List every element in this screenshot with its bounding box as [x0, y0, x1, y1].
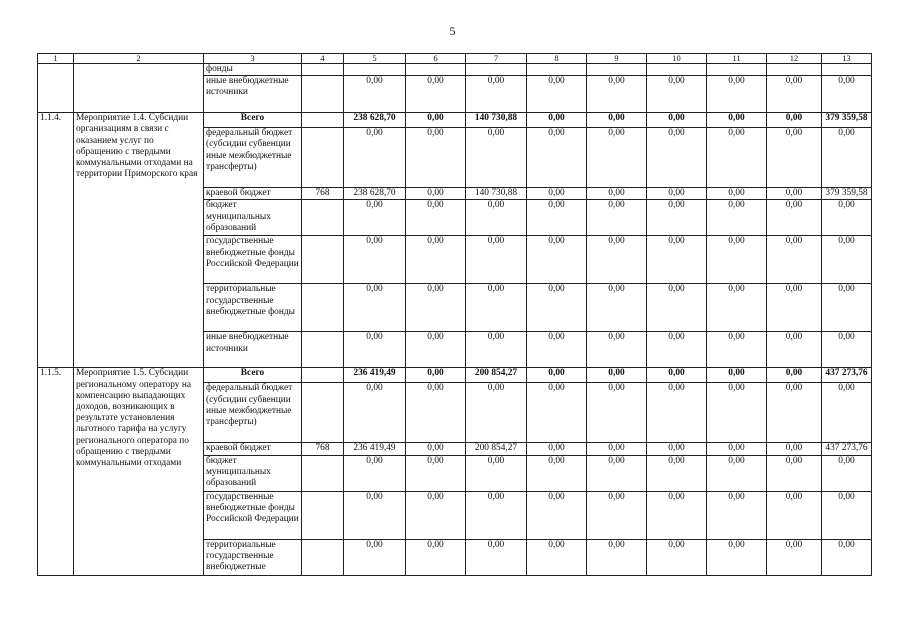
value-cell: 140 730,88	[466, 113, 527, 128]
code-cell	[302, 76, 344, 113]
code-cell	[302, 128, 344, 188]
column-number-row	[38, 54, 872, 64]
value-cell: 0,00	[822, 383, 872, 443]
funding-source-cell: краевой бюджет	[204, 443, 302, 455]
value-cell: 0,00	[406, 113, 466, 128]
value-cell: 200 854,27	[466, 368, 527, 383]
value-cell: 0,00	[822, 539, 872, 575]
value-cell	[707, 64, 767, 76]
value-cell: 0,00	[344, 284, 406, 332]
value-cell: 0,00	[767, 236, 822, 284]
measure-name-cell	[74, 64, 204, 113]
col-num: 11	[707, 54, 767, 64]
value-cell: 0,00	[587, 539, 647, 575]
value-cell: 0,00	[822, 284, 872, 332]
value-cell: 0,00	[822, 455, 872, 491]
value-cell: 0,00	[647, 76, 707, 113]
code-cell	[302, 332, 344, 368]
code-cell	[302, 539, 344, 575]
value-cell: 0,00	[587, 113, 647, 128]
value-cell: 0,00	[707, 383, 767, 443]
value-cell	[527, 64, 587, 76]
value-cell: 0,00	[707, 200, 767, 236]
code-cell	[302, 64, 344, 76]
measure-name: Мероприятие 1.5. Субсидии региональному оператору на компенсацию выпадающих доходов, возникающих в результате установления льготного тарифа на услугу регионального оператора по обращению с твердыми коммунальными отходами	[74, 368, 204, 575]
value-cell: 0,00	[822, 332, 872, 368]
value-cell: 0,00	[406, 455, 466, 491]
value-cell: 0,00	[406, 443, 466, 455]
value-cell: 236 419,49	[344, 368, 406, 383]
value-cell: 0,00	[527, 332, 587, 368]
value-cell: 0,00	[344, 455, 406, 491]
funding-source-cell: государственные внебюджетные фонды Российской Федерации	[204, 236, 302, 284]
value-cell: 379 359,58	[822, 113, 872, 128]
value-cell	[767, 64, 822, 76]
value-cell: 0,00	[466, 236, 527, 284]
col-num: 12	[767, 54, 822, 64]
value-cell: 0,00	[527, 113, 587, 128]
value-cell: 0,00	[587, 76, 647, 113]
value-cell: 0,00	[767, 455, 822, 491]
value-cell: 0,00	[406, 236, 466, 284]
value-cell: 0,00	[767, 383, 822, 443]
value-cell: 0,00	[344, 76, 406, 113]
value-cell: 0,00	[587, 188, 647, 200]
table-row	[38, 368, 872, 383]
value-cell: 0,00	[822, 128, 872, 188]
value-cell: 0,00	[707, 443, 767, 455]
value-cell: 0,00	[527, 491, 587, 539]
col-num: 3	[204, 54, 302, 64]
value-cell: 0,00	[587, 200, 647, 236]
funding-source-cell: фонды	[204, 64, 302, 76]
value-cell: 0,00	[344, 236, 406, 284]
value-cell: 0,00	[466, 128, 527, 188]
value-cell	[822, 64, 872, 76]
code-cell	[302, 284, 344, 332]
value-cell: 140 730,88	[466, 188, 527, 200]
value-cell: 0,00	[647, 368, 707, 383]
value-cell: 0,00	[587, 236, 647, 284]
value-cell: 0,00	[344, 491, 406, 539]
col-num: 2	[74, 54, 204, 64]
code-cell	[302, 491, 344, 539]
col-num: 6	[406, 54, 466, 64]
col-num: 1	[38, 54, 74, 64]
value-cell: 0,00	[707, 188, 767, 200]
value-cell: 0,00	[767, 332, 822, 368]
value-cell	[587, 64, 647, 76]
table-row	[38, 113, 872, 128]
value-cell: 0,00	[767, 284, 822, 332]
value-cell: 0,00	[767, 539, 822, 575]
value-cell: 0,00	[647, 455, 707, 491]
value-cell: 437 273,76	[822, 443, 872, 455]
funding-source-cell: Всего	[204, 113, 302, 128]
value-cell: 0,00	[466, 200, 527, 236]
value-cell: 0,00	[822, 76, 872, 113]
value-cell: 0,00	[707, 332, 767, 368]
value-cell: 236 419,49	[344, 443, 406, 455]
value-cell: 0,00	[466, 76, 527, 113]
value-cell: 0,00	[822, 491, 872, 539]
value-cell: 0,00	[767, 200, 822, 236]
value-cell: 0,00	[527, 539, 587, 575]
value-cell: 0,00	[406, 188, 466, 200]
value-cell: 0,00	[587, 332, 647, 368]
value-cell: 0,00	[707, 455, 767, 491]
value-cell: 0,00	[587, 284, 647, 332]
page-number: 5	[449, 24, 456, 38]
value-cell: 0,00	[587, 443, 647, 455]
value-cell: 0,00	[647, 188, 707, 200]
code-cell	[302, 455, 344, 491]
col-num: 7	[466, 54, 527, 64]
code-cell: 768	[302, 188, 344, 200]
budget-table	[37, 53, 872, 576]
value-cell: 0,00	[527, 200, 587, 236]
table-body	[38, 54, 872, 576]
value-cell: 0,00	[587, 368, 647, 383]
funding-source-cell: федеральный бюджет (субсидии субвенции иные межбюджетные трансферты)	[204, 128, 302, 188]
measure-index: 1.1.4.	[38, 113, 74, 368]
value-cell: 0,00	[466, 383, 527, 443]
value-cell: 0,00	[647, 443, 707, 455]
value-cell	[466, 64, 527, 76]
value-cell: 0,00	[344, 539, 406, 575]
value-cell: 0,00	[587, 455, 647, 491]
value-cell: 0,00	[767, 128, 822, 188]
value-cell: 0,00	[647, 236, 707, 284]
table-row	[38, 64, 872, 76]
value-cell: 0,00	[767, 368, 822, 383]
value-cell: 200 854,27	[466, 443, 527, 455]
funding-source-cell: иные внебюджетные источники	[204, 332, 302, 368]
value-cell: 0,00	[344, 128, 406, 188]
value-cell: 0,00	[406, 383, 466, 443]
value-cell: 0,00	[406, 539, 466, 575]
value-cell: 379 359,58	[822, 188, 872, 200]
value-cell: 0,00	[647, 539, 707, 575]
value-cell	[647, 64, 707, 76]
col-num: 13	[822, 54, 872, 64]
value-cell: 0,00	[527, 455, 587, 491]
col-num: 9	[587, 54, 647, 64]
value-cell: 0,00	[707, 76, 767, 113]
value-cell: 437 273,76	[822, 368, 872, 383]
value-cell: 0,00	[527, 443, 587, 455]
code-cell	[302, 383, 344, 443]
value-cell: 238 628,70	[344, 113, 406, 128]
measure-index: 1.1.5.	[38, 368, 74, 575]
value-cell: 0,00	[527, 236, 587, 284]
value-cell: 0,00	[466, 284, 527, 332]
value-cell: 0,00	[527, 368, 587, 383]
value-cell: 0,00	[822, 200, 872, 236]
funding-source-cell: бюджет муниципальных образований	[204, 200, 302, 236]
value-cell: 0,00	[466, 491, 527, 539]
value-cell: 0,00	[344, 383, 406, 443]
value-cell: 0,00	[707, 368, 767, 383]
value-cell: 0,00	[587, 383, 647, 443]
value-cell: 0,00	[707, 113, 767, 128]
value-cell: 0,00	[527, 188, 587, 200]
value-cell: 0,00	[406, 200, 466, 236]
funding-source-cell: федеральный бюджет (субсидии субвенции иные межбюджетные трансферты)	[204, 383, 302, 443]
funding-source-cell: Всего	[204, 368, 302, 383]
code-cell	[302, 200, 344, 236]
value-cell: 0,00	[466, 455, 527, 491]
value-cell: 0,00	[527, 128, 587, 188]
value-cell: 0,00	[344, 332, 406, 368]
col-num: 4	[302, 54, 344, 64]
value-cell	[344, 64, 406, 76]
value-cell: 0,00	[707, 128, 767, 188]
value-cell: 0,00	[587, 491, 647, 539]
value-cell: 0,00	[647, 113, 707, 128]
value-cell: 0,00	[406, 332, 466, 368]
value-cell: 0,00	[406, 76, 466, 113]
value-cell: 0,00	[647, 491, 707, 539]
value-cell: 0,00	[406, 128, 466, 188]
value-cell: 0,00	[344, 200, 406, 236]
code-cell	[302, 113, 344, 128]
measure-name: Мероприятие 1.4. Субсидии организациям в связи с оказанием услуг по обращению с твердыми коммунальными отходами на территории Приморского края	[74, 113, 204, 368]
value-cell: 0,00	[406, 284, 466, 332]
value-cell: 0,00	[822, 236, 872, 284]
value-cell: 0,00	[707, 236, 767, 284]
col-num: 8	[527, 54, 587, 64]
value-cell: 0,00	[406, 368, 466, 383]
value-cell: 0,00	[647, 332, 707, 368]
value-cell: 0,00	[767, 491, 822, 539]
value-cell: 0,00	[527, 76, 587, 113]
value-cell: 0,00	[767, 113, 822, 128]
value-cell: 0,00	[647, 200, 707, 236]
index-cell	[38, 64, 74, 113]
value-cell: 0,00	[587, 128, 647, 188]
value-cell: 0,00	[647, 284, 707, 332]
value-cell: 238 628,70	[344, 188, 406, 200]
col-num: 10	[647, 54, 707, 64]
value-cell: 0,00	[707, 284, 767, 332]
value-cell: 0,00	[406, 491, 466, 539]
value-cell: 0,00	[466, 332, 527, 368]
funding-source-cell: государственные внебюджетные фонды Российской Федерации	[204, 491, 302, 539]
funding-source-cell: иные внебюджетные источники	[204, 76, 302, 113]
value-cell: 0,00	[466, 539, 527, 575]
col-num: 5	[344, 54, 406, 64]
value-cell: 0,00	[527, 383, 587, 443]
value-cell: 0,00	[767, 76, 822, 113]
value-cell: 0,00	[707, 539, 767, 575]
funding-source-cell: территориальные государственные внебюджетные	[204, 539, 302, 575]
value-cell: 0,00	[647, 128, 707, 188]
code-cell	[302, 368, 344, 383]
value-cell: 0,00	[767, 188, 822, 200]
value-cell: 0,00	[527, 284, 587, 332]
value-cell: 0,00	[647, 383, 707, 443]
value-cell: 0,00	[767, 443, 822, 455]
funding-source-cell: бюджет муниципальных образований	[204, 455, 302, 491]
value-cell: 0,00	[707, 491, 767, 539]
value-cell	[406, 64, 466, 76]
funding-source-cell: краевой бюджет	[204, 188, 302, 200]
code-cell	[302, 236, 344, 284]
code-cell: 768	[302, 443, 344, 455]
funding-source-cell: территориальные государственные внебюджетные фонды	[204, 284, 302, 332]
